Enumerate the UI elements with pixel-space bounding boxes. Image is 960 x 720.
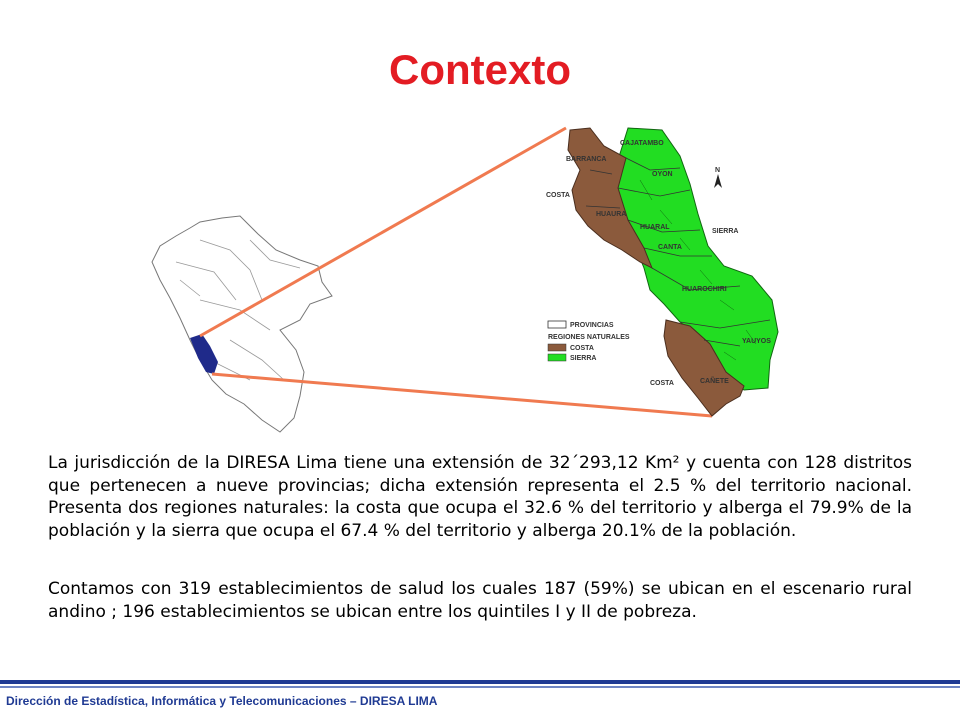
label-canete: CAÑETE (700, 378, 729, 385)
label-cajatambo: CAJATAMBO (620, 140, 664, 147)
legend-costa: COSTA (570, 345, 594, 352)
label-sierra: SIERRA (712, 228, 739, 235)
svg-text:N: N (715, 167, 721, 174)
label-yauyos: YAUYOS (742, 338, 771, 345)
map-legend (548, 321, 630, 362)
label-huarochiri: HUAROCHIRI (682, 286, 727, 293)
page-title: Contexto (389, 46, 571, 93)
label-canta: CANTA (658, 244, 682, 251)
label-costa-north: COSTA (546, 192, 570, 199)
footer-credit: Dirección de Estadística, Informática y Telecomunicaciones – DIRESA LIMA (6, 694, 438, 708)
paragraph-establishments: Contamos con 319 establecimientos de salud los cuales 187 (59%) se ubican en el escenario rural andino ; 196 establecimientos se ubican entre los quintiles I y II de pobreza. (48, 579, 912, 622)
label-huaral: HUARAL (640, 224, 670, 231)
legend-swatch-sierra (548, 354, 566, 361)
legend-regiones: REGIONES NATURALES (548, 334, 630, 341)
label-costa-south: COSTA (650, 380, 674, 387)
paragraph-jurisdiction: La jurisdicción de la DIRESA Lima tiene una extensión de 32´293,12 Km² y cuenta con 128 distritos que pertenecen a nueve provincias; dicha extensión representa el 2.5 % del territorio nacional. Presenta dos regiones naturales: la costa que ocupa el 32.6 % del territorio y alberga el 79.9% de la población y la sierra que ocupa el 67.4 % del territorio y alberga 20.1% de la población. (48, 453, 912, 541)
legend-sierra: SIERRA (570, 355, 597, 362)
label-huaura: HUAURA (596, 211, 627, 218)
legend-provincias: PROVINCIAS (570, 322, 614, 329)
legend-swatch-provincias (548, 321, 566, 328)
legend-swatch-costa (548, 344, 566, 351)
footer-divider (0, 680, 960, 688)
lima-region-map (546, 128, 778, 416)
north-arrow-icon (714, 167, 722, 188)
label-barranca: BARRANCA (566, 156, 607, 163)
label-oyon: OYON (652, 171, 673, 178)
peru-map (152, 216, 332, 432)
